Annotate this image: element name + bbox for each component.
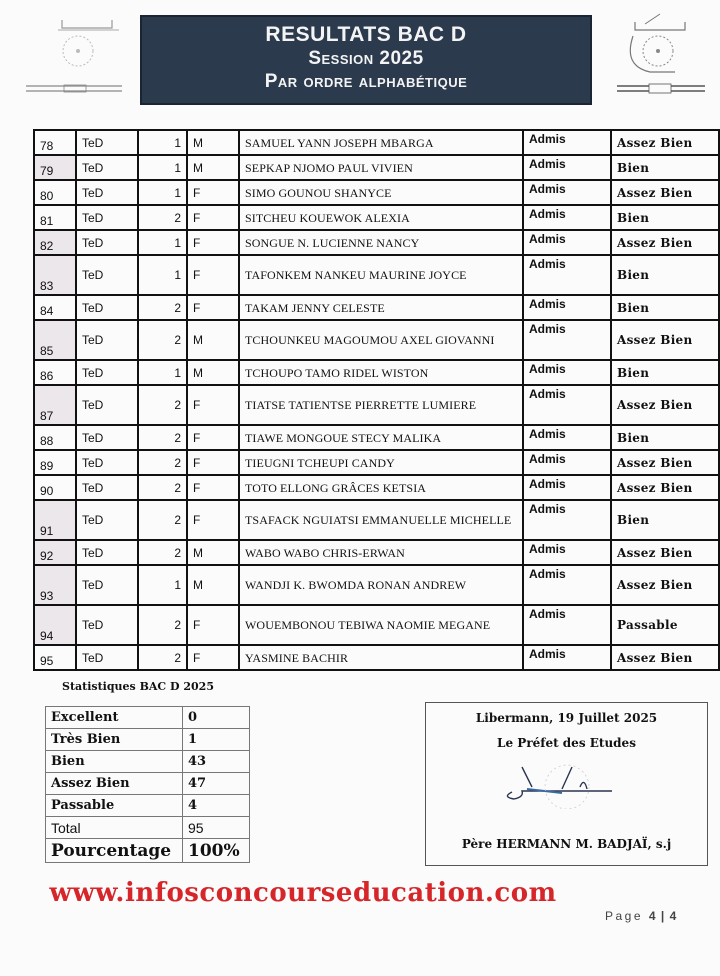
row-class: TeD [76, 360, 138, 385]
row-student-name: SAMUEL YANN JOSEPH MBARGA [239, 130, 523, 155]
stats-value: 4 [183, 795, 250, 817]
row-mention: Bien [611, 295, 719, 320]
row-rank: 2 [138, 425, 187, 450]
stats-label: Très Bien [46, 729, 183, 751]
row-class: TeD [76, 605, 138, 645]
row-rank: 2 [138, 500, 187, 540]
school-logo-right [615, 6, 720, 101]
stats-row [46, 839, 250, 863]
signature-box [425, 702, 708, 866]
row-rank: 2 [138, 385, 187, 425]
table-row [34, 155, 719, 180]
row-rank: 2 [138, 450, 187, 475]
table-row [34, 230, 719, 255]
row-status: Admis [523, 425, 611, 450]
stats-row [46, 707, 250, 729]
row-mention: Bien [611, 155, 719, 180]
row-student-name: TAKAM JENNY CELESTE [239, 295, 523, 320]
row-sex: F [187, 180, 239, 205]
row-mention: Bien [611, 360, 719, 385]
row-class: TeD [76, 230, 138, 255]
row-rank: 1 [138, 255, 187, 295]
row-student-name: TSAFACK NGUIATSI EMMANUELLE MICHELLE [239, 500, 523, 540]
signer-role: Le Préfet des Etudes [497, 736, 636, 750]
row-rank: 2 [138, 205, 187, 230]
row-rank: 2 [138, 540, 187, 565]
handwritten-signature-icon [502, 759, 632, 809]
stats-row [46, 751, 250, 773]
row-class: TeD [76, 320, 138, 360]
row-mention: Assez Bien [611, 475, 719, 500]
stats-title: Statistiques BAC D 2025 [62, 680, 214, 693]
table-row [34, 450, 719, 475]
row-student-name: WABO WABO CHRIS-ERWAN [239, 540, 523, 565]
row-student-name: SITCHEU KOUEWOK ALEXIA [239, 205, 523, 230]
row-mention: Bien [611, 255, 719, 295]
row-sex: F [187, 255, 239, 295]
table-row [34, 605, 719, 645]
row-number: 82 [34, 230, 76, 255]
row-sex: F [187, 475, 239, 500]
row-student-name: WANDJI K. BWOMDA RONAN ANDREW [239, 565, 523, 605]
row-sex: M [187, 155, 239, 180]
row-number: 86 [34, 360, 76, 385]
row-rank: 1 [138, 130, 187, 155]
row-class: TeD [76, 205, 138, 230]
row-status: Admis [523, 230, 611, 255]
row-student-name: TIEUGNI TCHEUPI CANDY [239, 450, 523, 475]
row-number: 80 [34, 180, 76, 205]
row-number: 93 [34, 565, 76, 605]
table-row [34, 540, 719, 565]
table-row [34, 645, 719, 670]
row-mention: Assez Bien [611, 645, 719, 670]
row-sex: M [187, 540, 239, 565]
results-table [33, 129, 720, 671]
row-class: TeD [76, 565, 138, 605]
row-student-name: TIAWE MONGOUE STECY MALIKA [239, 425, 523, 450]
stats-label: Pourcentage [46, 839, 183, 863]
row-sex: M [187, 130, 239, 155]
school-crest-icon [615, 6, 720, 101]
stats-value: 0 [183, 707, 250, 729]
row-number: 87 [34, 385, 76, 425]
row-student-name: TCHOUPO TAMO RIDEL WISTON [239, 360, 523, 385]
table-row [34, 295, 719, 320]
table-row [34, 130, 719, 155]
row-status: Admis [523, 205, 611, 230]
row-sex: F [187, 450, 239, 475]
row-status: Admis [523, 385, 611, 425]
school-logo-left [22, 6, 127, 101]
row-number: 94 [34, 605, 76, 645]
row-number: 78 [34, 130, 76, 155]
row-class: TeD [76, 475, 138, 500]
row-mention: Assez Bien [611, 180, 719, 205]
table-row [34, 500, 719, 540]
title-line-2: Session 2025 [308, 48, 424, 69]
row-status: Admis [523, 540, 611, 565]
row-rank: 1 [138, 180, 187, 205]
stats-value: 100% [183, 839, 250, 863]
row-student-name: SEPKAP NJOMO PAUL VIVIEN [239, 155, 523, 180]
row-number: 95 [34, 645, 76, 670]
stats-row [46, 729, 250, 751]
row-status: Admis [523, 130, 611, 155]
stats-row [46, 795, 250, 817]
row-rank: 1 [138, 360, 187, 385]
page-title-banner [140, 15, 592, 105]
row-rank: 1 [138, 230, 187, 255]
row-class: TeD [76, 450, 138, 475]
row-rank: 1 [138, 155, 187, 180]
row-mention: Assez Bien [611, 540, 719, 565]
page-value: 4 | 4 [648, 909, 678, 923]
table-row [34, 385, 719, 425]
row-sex: F [187, 385, 239, 425]
stats-label: Bien [46, 751, 183, 773]
title-line-1: RESULTATS BAC D [265, 23, 467, 46]
row-sex: M [187, 360, 239, 385]
place-date: Libermann, 19 Juillet 2025 [475, 711, 658, 725]
row-class: TeD [76, 130, 138, 155]
stats-value: 1 [183, 729, 250, 751]
row-rank: 2 [138, 320, 187, 360]
row-student-name: TIATSE TATIENTSE PIERRETTE LUMIERE [239, 385, 523, 425]
row-status: Admis [523, 565, 611, 605]
row-student-name: WOUEMBONOU TEBIWA NAOMIE MEGANE [239, 605, 523, 645]
row-mention: Assez Bien [611, 450, 719, 475]
table-row [34, 475, 719, 500]
row-number: 90 [34, 475, 76, 500]
table-row [34, 205, 719, 230]
row-sex: F [187, 645, 239, 670]
row-status: Admis [523, 255, 611, 295]
stats-row [46, 773, 250, 795]
stats-value: 95 [183, 817, 250, 839]
row-mention: Bien [611, 205, 719, 230]
row-number: 84 [34, 295, 76, 320]
row-number: 88 [34, 425, 76, 450]
row-rank: 2 [138, 295, 187, 320]
row-number: 79 [34, 155, 76, 180]
stats-table [45, 706, 250, 863]
page-number [605, 909, 677, 923]
table-row [34, 320, 719, 360]
stats-label: Assez Bien [46, 773, 183, 795]
row-student-name: TCHOUNKEU MAGOUMOU AXEL GIOVANNI [239, 320, 523, 360]
row-sex: F [187, 205, 239, 230]
page-label: Page [605, 909, 644, 923]
stats-row [46, 817, 250, 839]
row-status: Admis [523, 605, 611, 645]
row-sex: F [187, 295, 239, 320]
row-class: TeD [76, 540, 138, 565]
stats-label: Excellent [46, 707, 183, 729]
stats-value: 43 [183, 751, 250, 773]
row-rank: 2 [138, 605, 187, 645]
row-sex: M [187, 320, 239, 360]
row-class: TeD [76, 180, 138, 205]
row-mention: Bien [611, 425, 719, 450]
row-mention: Bien [611, 500, 719, 540]
table-row [34, 180, 719, 205]
row-status: Admis [523, 645, 611, 670]
row-class: TeD [76, 425, 138, 450]
row-mention: Assez Bien [611, 385, 719, 425]
row-number: 81 [34, 205, 76, 230]
table-row [34, 360, 719, 385]
row-class: TeD [76, 645, 138, 670]
row-rank: 2 [138, 645, 187, 670]
row-sex: F [187, 605, 239, 645]
row-class: TeD [76, 295, 138, 320]
row-number: 91 [34, 500, 76, 540]
row-student-name: SIMO GOUNOU SHANYCE [239, 180, 523, 205]
row-status: Admis [523, 500, 611, 540]
row-sex: F [187, 500, 239, 540]
row-status: Admis [523, 155, 611, 180]
row-status: Admis [523, 450, 611, 475]
row-class: TeD [76, 155, 138, 180]
row-status: Admis [523, 320, 611, 360]
row-status: Admis [523, 475, 611, 500]
row-number: 83 [34, 255, 76, 295]
row-mention: Passable [611, 605, 719, 645]
row-student-name: TOTO ELLONG GRÂCES KETSIA [239, 475, 523, 500]
row-number: 89 [34, 450, 76, 475]
row-student-name: TAFONKEM NANKEU MAURINE JOYCE [239, 255, 523, 295]
stats-value: 47 [183, 773, 250, 795]
row-rank: 2 [138, 475, 187, 500]
title-line-3: Par ordre alphabétique [264, 71, 468, 92]
row-class: TeD [76, 500, 138, 540]
row-number: 92 [34, 540, 76, 565]
row-class: TeD [76, 385, 138, 425]
row-mention: Assez Bien [611, 230, 719, 255]
row-status: Admis [523, 360, 611, 385]
row-sex: F [187, 230, 239, 255]
row-class: TeD [76, 255, 138, 295]
school-crest-icon [22, 6, 127, 101]
table-row [34, 425, 719, 450]
row-status: Admis [523, 295, 611, 320]
table-row [34, 565, 719, 605]
stats-label: Passable [46, 795, 183, 817]
row-mention: Assez Bien [611, 130, 719, 155]
stats-label: Total [46, 817, 183, 839]
signer-name: Père HERMANN M. BADJAÏ, s.j [461, 837, 672, 851]
row-rank: 1 [138, 565, 187, 605]
row-student-name: YASMINE BACHIR [239, 645, 523, 670]
row-sex: F [187, 425, 239, 450]
table-row [34, 255, 719, 295]
row-sex: M [187, 565, 239, 605]
row-number: 85 [34, 320, 76, 360]
watermark: www.infosconcourseducation.com [49, 878, 557, 908]
row-student-name: SONGUE N. LUCIENNE NANCY [239, 230, 523, 255]
row-mention: Assez Bien [611, 320, 719, 360]
row-mention: Assez Bien [611, 565, 719, 605]
row-status: Admis [523, 180, 611, 205]
